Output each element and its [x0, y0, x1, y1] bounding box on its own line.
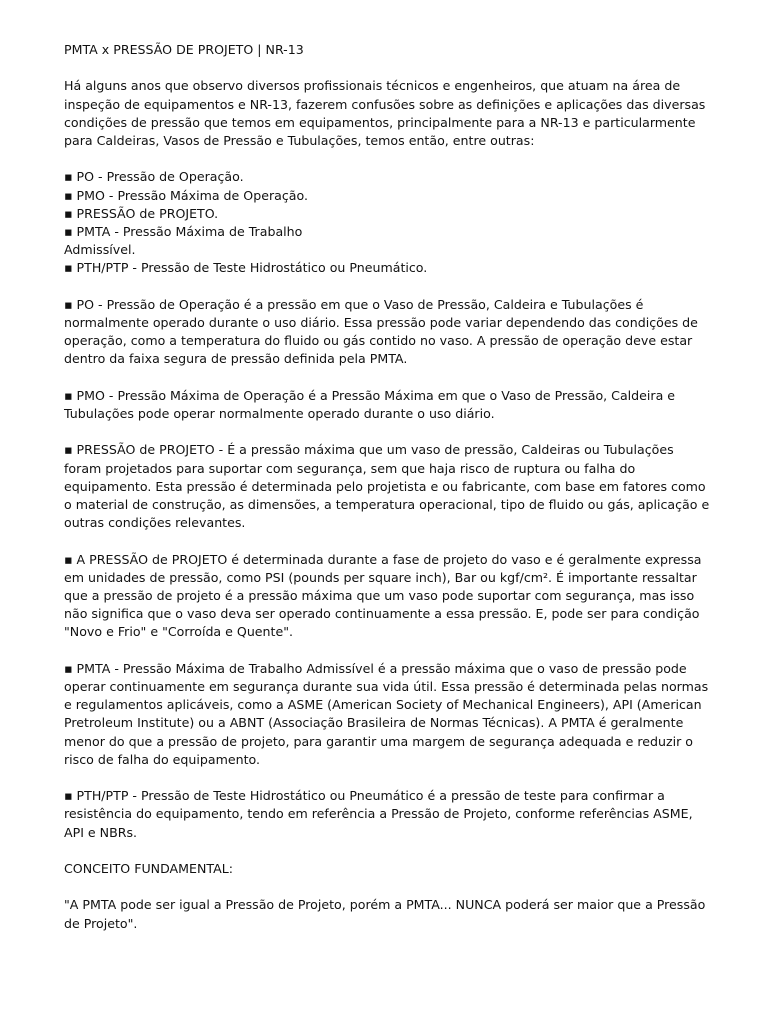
paragraph-pmta: ▪ PMTA - Pressão Máxima de Trabalho Admissível é a pressão máxima que o vaso de pressão pode operar continuamente em segurança durante sua vida útil. Essa pressão é determinada pelas normas e regulamentos aplicáveis, como a ASME (American Society of Mechanical Engineers), API (American Pretroleum Institute) ou a ABNT (Associação Brasileira de Normas Técnicas). A PMTA é geralmente menor do que a pressão de projeto, para garantir uma margem de segurança adequada e reduzir o risco de falha do equipamento. [64, 660, 709, 767]
pressure-types-list [64, 168, 714, 277]
paragraph-pressao-projeto: ▪ PRESSÃO de PROJETO - É a pressão máxima que um vaso de pressão, Caldeiras ou Tubulações foram projetados para suportar com segurança, sem que haja risco de ruptura ou falha do equipamento. Esta pressão é determinada pelo projetista e ou fabricante, com base em fatores como o material de construção, as dimensões, a temperatura operacional, tipo de fluido ou gás, aplicação e outras condições relevantes. [64, 442, 710, 531]
list-item-pmo: ▪ PMO - Pressão Máxima de Operação. [64, 187, 308, 203]
list-item-pmta: ▪ PMTA - Pressão Máxima de Trabalho [64, 224, 303, 239]
paragraph-pmo: ▪ PMO - Pressão Máxima de Operação é a Pressão Máxima em que o Vaso de Pressão, Caldeira e Tubulações pode operar normalmente operado durante o uso diário. [64, 387, 676, 421]
list-item-po: ▪ PO - Pressão de Operação. [64, 169, 244, 185]
list-item-pressao-projeto: ▪ PRESSÃO de PROJETO. [64, 205, 219, 221]
conceito-fundamental-heading: CONCEITO FUNDAMENTAL: [64, 861, 234, 876]
list-item-pth-ptp: ▪ PTH/PTP - Pressão de Teste Hidrostático ou Pneumático. [64, 260, 428, 276]
conceito-fundamental-quote: "A PMTA pode ser igual a Pressão de Projeto, porém a PMTA... NUNCA poderá ser maior que a Pressão de Projeto". [64, 897, 706, 931]
list-item-pmta-continuation: Admissível. [64, 242, 136, 258]
paragraph-pressao-projeto-detalhe: ▪ A PRESSÃO de PROJETO é determinada durante a fase de projeto do vaso e é geralmente expressa em unidades de pressão, como PSI (pounds per square inch), Bar ou kgf/cm². É importante ressaltar que a pressão de projeto é a pressão máxima que um vaso pode suportar com segurança, mas isso não significa que o vaso deva ser operado continuamente a essa pressão. E, pode ser para condição "Novo e Frio" e "Corroída e Quente". [64, 551, 702, 640]
intro-paragraph: Há alguns anos que observo diversos profissionais técnicos e engenheiros, que atuam na área de inspeção de equipamentos e NR-13, fazerem confusões sobre as definições e aplicações das diversas condições de pressão que temos em equipamentos, principalmente para a NR-13 e particularmente para Caldeiras, Vasos de Pressão e Tubulações, temos então, entre outras: [64, 78, 706, 148]
document-page [64, 41, 714, 951]
paragraph-pth-ptp: ▪ PTH/PTP - Pressão de Teste Hidrostático ou Pneumático é a pressão de teste para confirmar a resistência do equipamento, tendo em referência a Pressão de Projeto, conforme referências ASME, API e NBRs. [64, 788, 693, 840]
document-title: PMTA x PRESSÃO DE PROJETO | NR-13 [64, 42, 304, 57]
paragraph-po: ▪ PO - Pressão de Operação é a pressão em que o Vaso de Pressão, Caldeira e Tubulações é normalmente operado durante o uso diário. Essa pressão pode variar dependendo das condições de operação, como a temperatura do fluido ou gás contido no vaso. A pressão de operação deve estar dentro da faixa segura de pressão definida pela PMTA. [64, 296, 698, 367]
